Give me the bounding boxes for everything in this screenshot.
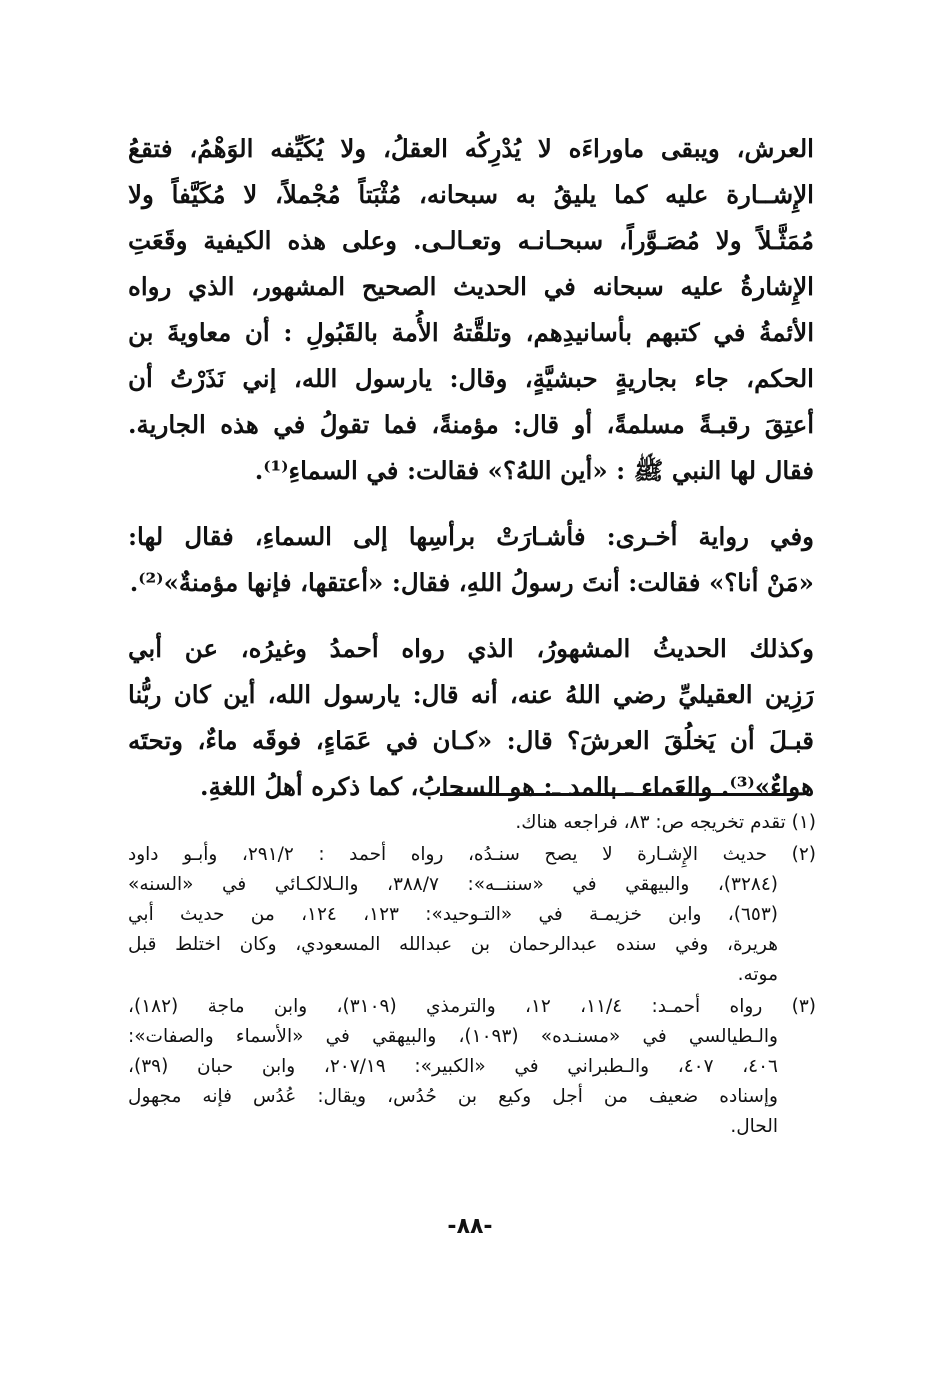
text-line: الحكم، جاء بجاريةٍ حبشيَّةٍ، وقال: يارسول الله، إني نَذَرْتُ أن xyxy=(128,364,814,393)
footnote-2 xyxy=(128,840,816,990)
footnote-line: (٢) حديث الإِشـارة لا يصح سنـدُه، رواه أحمد : ٢٩١/٢، وأبـو داود xyxy=(128,844,816,865)
footnote-line: والـطيالسي في «مسنـده» (١٠٩٣)، والبيهقي في «الأسماء والصفات»: xyxy=(128,1026,778,1047)
footnote-line: (٦٥٣)، وابن خزيمـة في «التـوحيد»: ١٢٣، ١٢٤، من حديث أبي xyxy=(128,904,779,925)
footnote-1 xyxy=(128,808,816,838)
text-line: مُمَثَّـلاً ولا مُصَـوَّراً، سبحـانـه وتعـالـى. وعلى هذه الكيفية وقَعَتِ xyxy=(128,226,814,255)
text-line: الإِشارةُ عليه سبحانه في الحديث الصحيح المشهور، الذي رواه xyxy=(128,272,814,301)
text-line: «مَنْ أنا؟» فقالت: أنتَ رسولُ اللهِ، فقال: «أعتقها، فإنها مؤمنةٌ»⁽²⁾. xyxy=(129,568,814,597)
text-line: رَزِين العقيليِّ رضي اللهُ عنه، أنه قال: يارسول الله، أين كان ربُّنا xyxy=(128,680,814,709)
text-line: هواءٌ»⁽³⁾. والعَماء ـ بالمد ـ: هو السحابُ، كما ذكره أهلُ اللغةِ. xyxy=(200,772,814,801)
paragraph-3 xyxy=(128,626,814,810)
footnote-line: (٣) رواه أحمـد: ١١/٤، ١٢، والترمذي (٣١٠٩)، وابن ماجة (١٨٢)، xyxy=(128,996,816,1017)
text-line: الإِشــارة عليه كما يليقُ به سبحانه، مُثْبَتاً مُجْملاً، لا مُكَيَّفاً ولا xyxy=(128,180,814,209)
footnote-line: ٤٠٦، ٤٠٧، والـطبراني في «الكبير»: ٢٠٧/١٩، وابن حبان (٣٩)، xyxy=(128,1056,778,1077)
text-line: وكذلك الحديثُ المشهورُ، الذي رواه أحمدُ وغيرُه، عن أبي xyxy=(128,634,814,663)
paragraph-1 xyxy=(128,126,814,494)
page-number: -٨٨- xyxy=(447,1214,493,1239)
footnote-line: الحال. xyxy=(730,1116,778,1137)
footnote-divider xyxy=(440,793,796,796)
text-line: فقال لها النبي ﷺ : «أين اللهُ؟» فقالت: في السماءِ⁽¹⁾. xyxy=(254,456,814,485)
text-line: الأئمةُ في كتبهم بأسانيدِهم، وتلقَّتهُ الأُمة بالقَبُولِ : أن معاويةَ بن xyxy=(128,318,814,347)
footnote-line: وإسناده ضعيف من أجل وكيع بن حُدُس، ويقال: عُدُس فإنه مجهول xyxy=(128,1086,778,1107)
text-line: وفي رواية أخـرى: فأشـارَتْ برأسِها إلى السماءِ، فقال لها: xyxy=(128,522,814,551)
footnote-line: (١) تقدم تخريجه ص: ٨٣، فراجعه هناك. xyxy=(515,812,816,833)
main-text xyxy=(128,126,814,810)
text-line: العرش، ويبقى ماوراءَه لا يُدْرِكُه العقلُ، ولا يُكَيِّفه الوَهْمُ، فتقعُ xyxy=(128,134,814,163)
footnote-3 xyxy=(128,992,816,1142)
footnote-line: هريرة، وفي سنده عبدالرحمان بن عبدالله المسعودي، وكان اختلط قبل xyxy=(128,934,778,955)
text-line: قبـلَ أن يَخلُقَ العرشَ؟ قال: «كـان في عَمَاءٍ، فوقَه ماءٌ، وتحتَه xyxy=(128,726,814,755)
footnotes xyxy=(128,808,816,1144)
footnote-line: (٣٢٨٤)، والبيهقي في «سننــه»: ٣٨٨/٧، والـلالكـائي في «السنه» xyxy=(128,874,778,895)
text-line: أعتِقَ رقبـةً مسلمةً، أو قال: مؤمنةً، فما تقولُ في هذه الجارية. xyxy=(128,410,814,439)
paragraph-2 xyxy=(128,514,814,606)
footnote-line: موته. xyxy=(737,964,778,985)
